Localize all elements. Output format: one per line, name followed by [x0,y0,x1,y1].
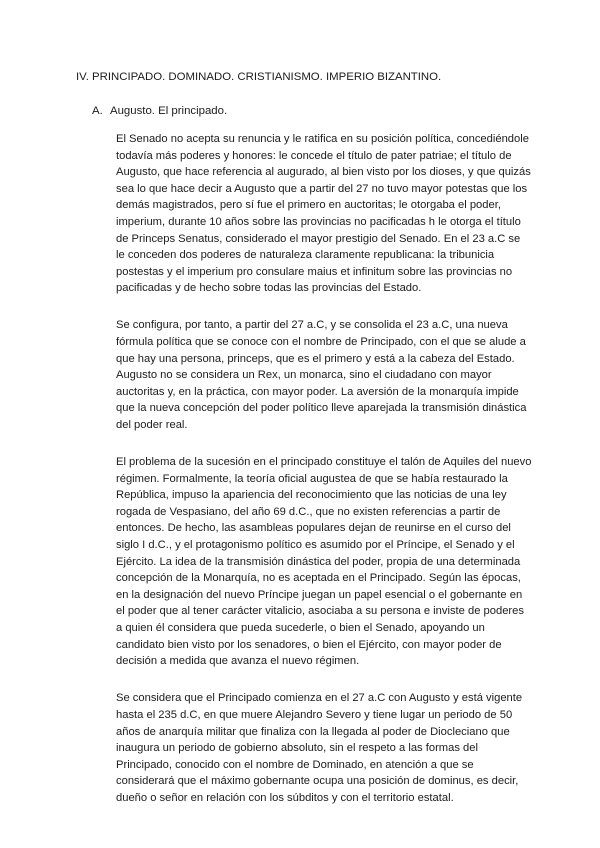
subsection-marker: A. [92,105,103,117]
paragraph-1: El Senado no acepta su renuncia y le ratifica en su posición política, concediéndole todavía más poderes y honores: le concede el título de pater patriae; el título de Augusto, que hace referencia al augurado, al bien visto por los dioses, y que quizás sea lo que hace decir a Augusto que a partir del 27 no tuvo mayor potestas que los demás magistrados, pero sí fue el primero en auctoritas; le otorgaba el poder, imperium, durante 10 años sobre las provincias no pacificadas h le otorga el título de Princeps Senatus, considerado el mayor prestigio del Senado. En el 23 a.C se le conceden dos poderes de naturaleza claramente republicana: la tribunicia postestas y el imperium pro consulare maius et infinitum sobre las provincias no pacificadas y de hecho sobre todas las provincias del Estado. [116,133,531,295]
paragraph-2: Se configura, por tanto, a partir del 27 a.C, y se consolida el 23 a.C, una nueva fórmula política que se conoce con el nombre de Principado, con el que se alude a que hay una persona, princeps, que es el primero y está a la cabeza del Estado. Augusto no se considera un Rex, un monarca, sino el ciudadano con mayor auctoritas y, en la práctica, con mayor poder. La aversión de la monarquía impide que la nueva concepción del poder político lleve aparejada la transmisión dinástica del poder real. [116,319,527,431]
paragraph-4: Se considera que el Principado comienza en el 27 a.C con Augusto y está vigente hasta el 235 d.C, en que muere Alejandro Severo y tiene lugar un periodo de 50 años de anarquía militar que finaliza con la llegada al poder de Diocleciano que inaugura un periodo de gobierno absoluto, sin el respeto a las formas del Principado, conocido con el nombre de Dominado, en atención a que se considerará que el máximo gobernante ocupa una posición de dominus, es decir, dueño o señor en relación con los súbditos y con el territorio estatal. [116,692,523,804]
subsection-title: Augusto. El principado. [110,105,228,117]
section-heading: IV. PRINCIPADO. DOMINADO. CRISTIANISMO. IMPERIO BIZANTINO. [76,71,442,83]
subsection-heading [92,104,572,118]
paragraph-3: El problema de la sucesión en el principado constituye el talón de Aquiles del nuevo régimen. Formalmente, la teoría oficial augustea de que se había restaurado la República, impuso la apariencia del reconocimiento que las noticias de una ley rogada de Vespasiano, del año 69 d.C., que no existen referencias a partir de entonces. De hecho, las asambleas populares dejan de reunirse en el curso del siglo I d.C., y el protagonismo político es asumido por el Príncipe, el Senado y el Ejército. La idea de la transmisión dinástica del poder, propia de una determinada concepción de la Monarquía, no es aceptada en el Principado. Según las épocas, en la designación del nuevo Príncipe juegan un papel esencial o el gobernante en el poder que al tener carácter vitalicio, asociaba a su persona e inviste de poderes a quien él considera que pueda sucederle, o bien el Senado, apoyando un candidato bien visto por los senadores, o bien el Ejército, con mayor poder de decisión a medida que avanza el nuevo régimen. [116,456,532,668]
body-text [116,131,532,827]
